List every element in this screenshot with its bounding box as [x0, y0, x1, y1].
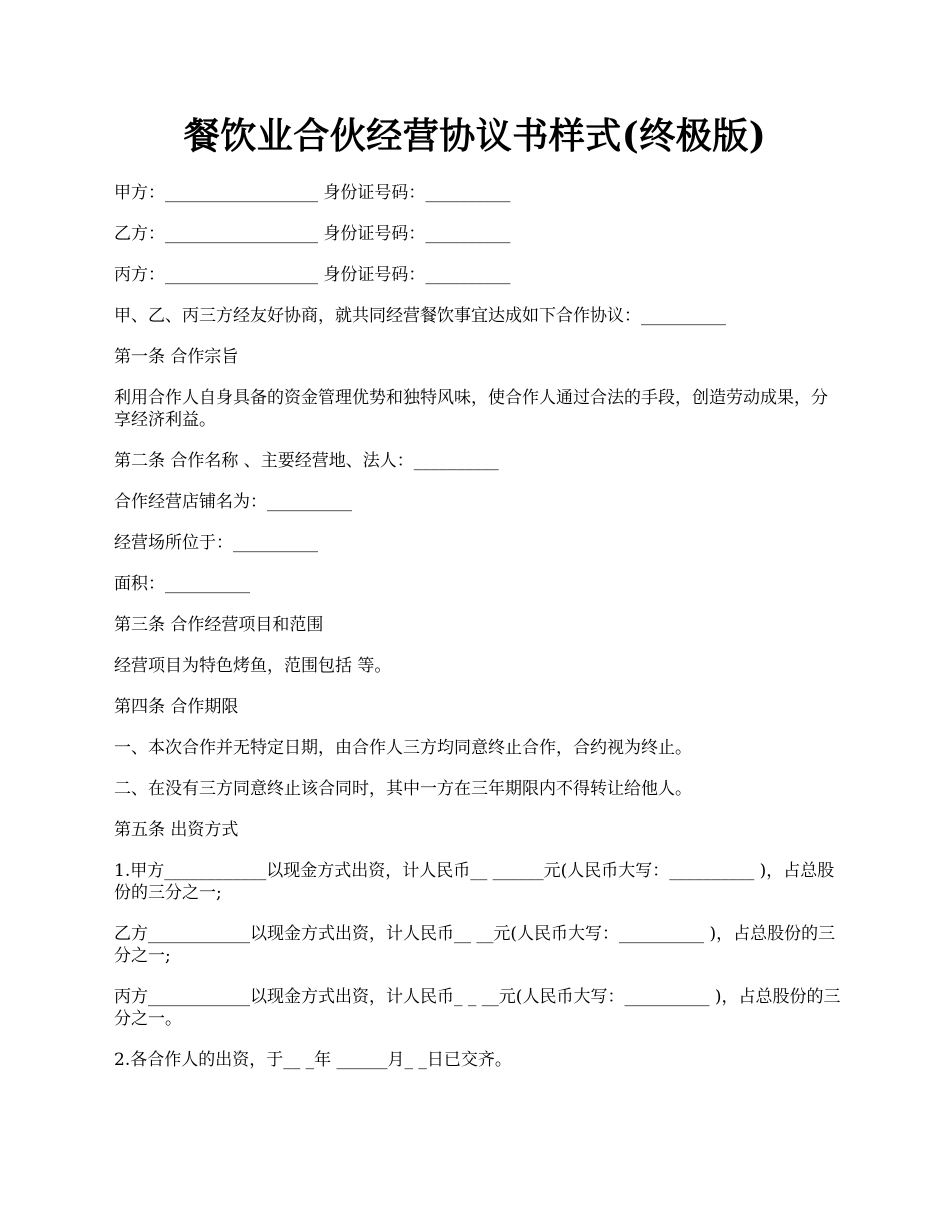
article-4-heading: 第四条 合作期限	[114, 697, 239, 717]
contribution-date-line: 2.各合作人的出资，于__ _年 ______月_ _日已交齐。	[114, 1050, 512, 1070]
article-2-heading: 第二条 合作名称 、主要经营地、法人：__________	[114, 451, 499, 471]
preamble: 甲、乙、丙三方经友好协商，就共同经营餐饮事宜达成如下合作协议：__________	[114, 306, 726, 326]
article-4-item-1: 一、本次合作并无特定日期，由合作人三方均同意终止合作，合约视为终止。	[114, 738, 692, 758]
article-4-item-2: 二、在没有三方同意终止该合同时，其中一方在三年期限内不得转让给他人。	[114, 779, 692, 799]
contribution-party-b: 乙方____________以现金方式出资，计人民币__ __元(人民币大写：__________ )，占总股份的三分之一;	[114, 924, 836, 966]
document-title: 餐饮业合伙经营协议书样式(终极版)	[183, 115, 767, 157]
article-1-heading: 第一条 合作宗旨	[114, 347, 239, 367]
party-b-line: 乙方：__________________ 身份证号码：__________	[114, 224, 511, 244]
article-3-heading: 第三条 合作经营项目和范围	[114, 615, 324, 635]
party-c-line: 丙方：__________________ 身份证号码：__________	[114, 265, 511, 285]
article-5-heading: 第五条 出资方式	[114, 820, 239, 840]
location-line: 经营场所位于：__________	[114, 533, 318, 553]
contribution-party-a: 1.甲方____________以现金方式出资，计人民币__ ______元(人民币大写：__________ )，占总股份的三分之一;	[114, 861, 835, 903]
area-line: 面积：__________	[114, 574, 250, 594]
contribution-party-c: 丙方____________以现金方式出资，计人民币_ _ __元(人民币大写：__________ )，占总股份的三分之一。	[114, 987, 841, 1029]
store-name-line: 合作经营店铺名为：__________	[114, 492, 352, 512]
document-body	[114, 182, 844, 1090]
article-3-text: 经营项目为特色烤鱼，范围包括 等。	[114, 656, 392, 676]
article-1-text: 利用合作人自身具备的资金管理优势和独特风味，使合作人通过合法的手段，创造劳动成果，分享经济利益。	[114, 388, 828, 430]
party-a-line: 甲方：__________________ 身份证号码：__________	[114, 183, 511, 203]
